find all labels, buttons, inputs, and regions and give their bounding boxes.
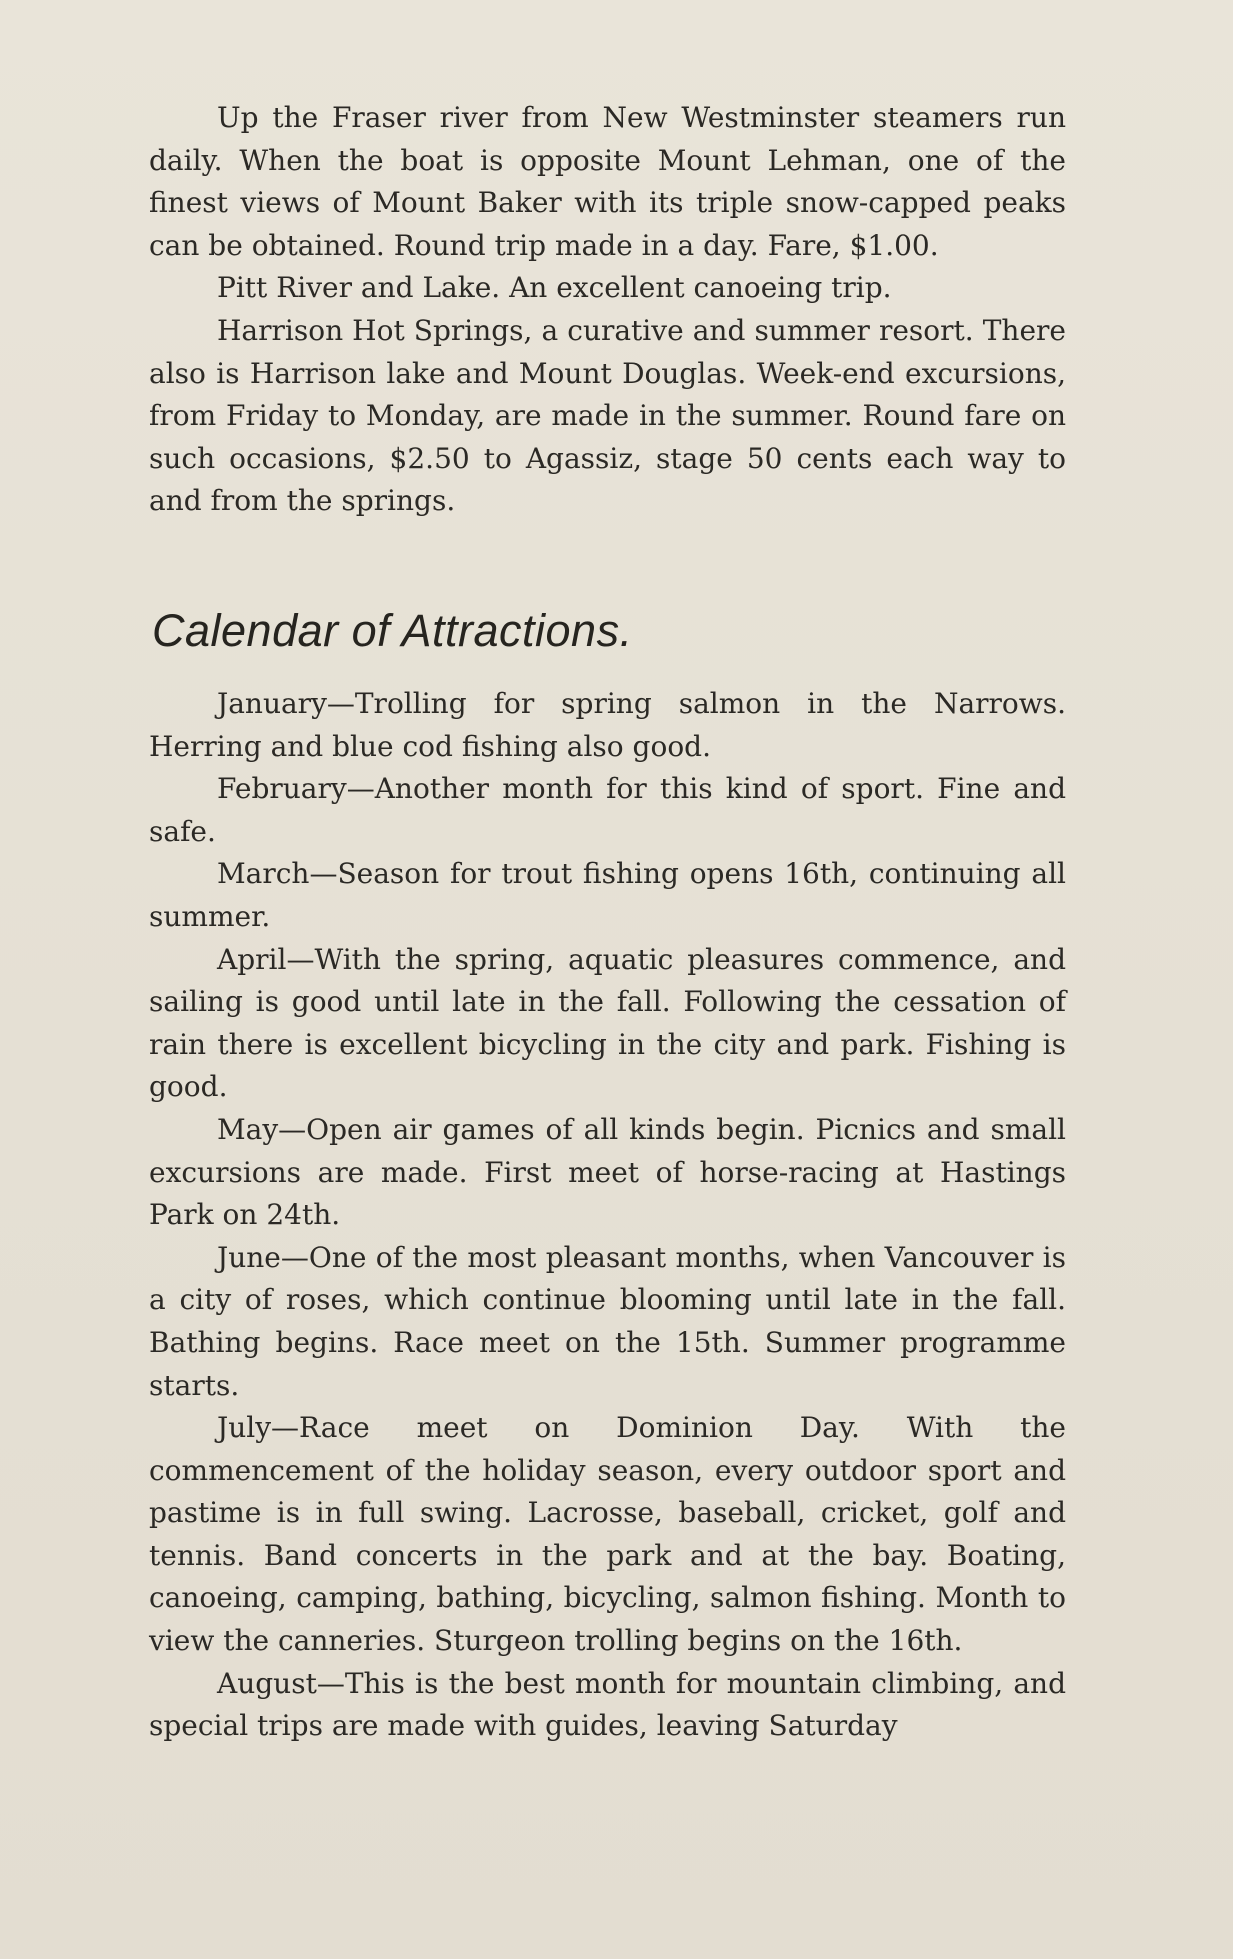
- harrison-hot-springs-paragraph: Harrison Hot Springs, a curative and summer resort. There also is Harrison lake and Mount Douglas. Week-end excursions, from Friday to Monday, are made in the summer. Round fare on such occasions, $2.50 to Agassiz, stage 50 cents each way to and from the springs.: [149, 313, 1066, 518]
- calendar-entry-may: May—Open air games of all kinds begin. Picnics and small excursions are made. First meet of horse-racing at Hastings Park on 24th.: [149, 1112, 1066, 1232]
- calendar-entry-june: June—One of the most pleasant months, when Vancouver is a city of roses, which continue blooming until late in the fall. Bathing begins. Race meet on the 15th. Summer programme starts.: [149, 1240, 1066, 1402]
- pitt-river-paragraph: Pitt River and Lake. An excellent canoeing trip.: [217, 271, 892, 305]
- calendar-entry-february: February—Another month for this kind of sport. Fine and safe.: [149, 772, 1066, 848]
- calendar-entry-march: March—Season for trout fishing opens 16th, continuing all summer.: [149, 857, 1066, 933]
- calendar-entry-july: July—Race meet on Dominion Day. With the commencement of the holiday season, every outdoor sport and pastime is in full swing. Lacrosse, baseball, cricket, golf and tennis. Band concerts in the park and at the bay. Boating, canoeing, camping, bathing, bicycling, salmon fishing. Month to view the canneries. Sturgeon trolling begins on the 16th.: [149, 1411, 1066, 1658]
- calendar-entry-august: August—This is the best month for mountain climbing, and special trips are made with guides, leaving Saturday: [149, 1666, 1066, 1743]
- calendar-entry-january: January—Trolling for spring salmon in the Narrows. Herring and blue cod fishing also good.: [149, 687, 1066, 763]
- calendar-entry-april: April—With the spring, aquatic pleasures commence, and sailing is good until late in the fall. Following the cessation of rain there is excellent bicycling in the city and park. Fishing is good.: [149, 942, 1066, 1104]
- intro-text-block: [149, 97, 1066, 523]
- calendar-text-block: [149, 683, 1066, 1748]
- fraser-river-paragraph: Up the Fraser river from New Westminster steamers run daily. When the boat is opposite Mount Lehman, one of the finest views of Mount Baker with its triple snow-capped peaks can be obtained. Round trip made in a day. Fare, $1.00.: [149, 101, 1066, 262]
- section-heading: Calendar of Attractions.: [152, 605, 633, 656]
